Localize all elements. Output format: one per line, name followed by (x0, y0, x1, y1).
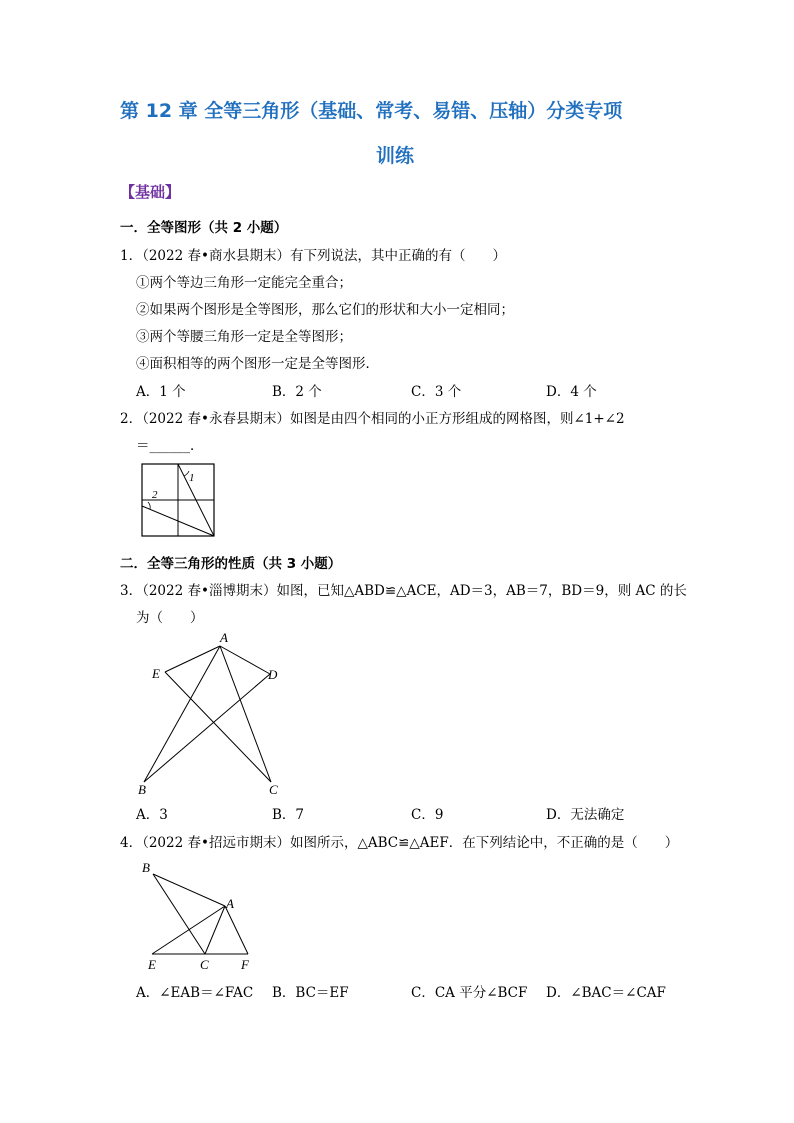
question-3-option-a: A．3 (136, 807, 168, 823)
point-e-label: E (152, 666, 160, 681)
angle-1-label: 1 (189, 472, 195, 484)
question-4-option-b: B．BC＝EF (272, 985, 349, 1001)
question-3-option-d: D．无法确定 (546, 807, 625, 823)
question-1-item-2: ②如果两个图形是全等图形，那么它们的形状和大小一定相同； (136, 302, 514, 318)
question-2-stem-cont: ＝______． (136, 438, 204, 454)
triangles-figure-q3 (132, 628, 292, 800)
question-2-stem: 2．（2022 春•永春县期末）如图是由四个相同的小正方形组成的网格图，则∠1+∠2 (120, 411, 625, 427)
question-3-option-b: B．7 (272, 807, 305, 823)
level-tag: 【基础】 (120, 183, 181, 201)
point-f-label: F (241, 957, 249, 972)
point-d-label: D (268, 667, 278, 682)
question-1-option-b: B．2 个 (272, 384, 322, 400)
question-4-stem: 4．（2022 春•招远市期末）如图所示，△ABC≌△AEF．在下列结论中，不正确的是（ ） (120, 835, 679, 851)
question-1-item-1: ①两个等边三角形一定能完全重合； (136, 275, 352, 291)
angle-2-label: 2 (152, 489, 158, 501)
grid-figure (138, 460, 220, 540)
section-heading-1: 一．全等图形（共 2 小题） (120, 220, 288, 236)
question-1-item-4: ④面积相等的两个图形一定是全等图形． (136, 356, 379, 372)
question-4-option-a: A．∠EAB＝∠FAC (136, 985, 254, 1001)
question-4-option-c: C．CA 平分∠BCF (411, 985, 528, 1001)
question-3-stem: 3．（2022 春•淄博期末）如图，已知△ABD≌△ACE，AD＝3，AB＝7，BD＝9，则 AC 的长 (120, 583, 687, 599)
point-c-label: C (269, 782, 278, 797)
question-3-option-c: C．9 (411, 807, 444, 823)
question-1-option-d: D．4 个 (546, 384, 597, 400)
title-line-1: 第 12 章 全等三角形（基础、常考、易错、压轴）分类专项 (120, 100, 623, 122)
point-e-label: E (148, 957, 156, 972)
question-1-option-a: A．1 个 (136, 384, 186, 400)
point-b-label: B (142, 860, 150, 875)
question-1-option-c: C．3 个 (411, 384, 462, 400)
point-c-label: C (200, 957, 209, 972)
point-a-label: A (220, 630, 228, 645)
section-heading-2: 二．全等三角形的性质（共 3 小题） (120, 556, 342, 572)
question-1-item-3: ③两个等腰三角形一定是全等图形； (136, 329, 352, 345)
point-a-label: A (226, 896, 234, 911)
question-4-option-d: D．∠BAC＝∠CAF (546, 985, 666, 1001)
question-3-stem-cont: 为（ ） (136, 610, 204, 626)
point-b-label: B (138, 782, 146, 797)
triangles-figure-q4 (138, 856, 264, 974)
title-line-2: 训练 (376, 145, 415, 167)
question-1-stem: 1．（2022 春•商水县期末）有下列说法，其中正确的有（ ） (120, 248, 506, 264)
